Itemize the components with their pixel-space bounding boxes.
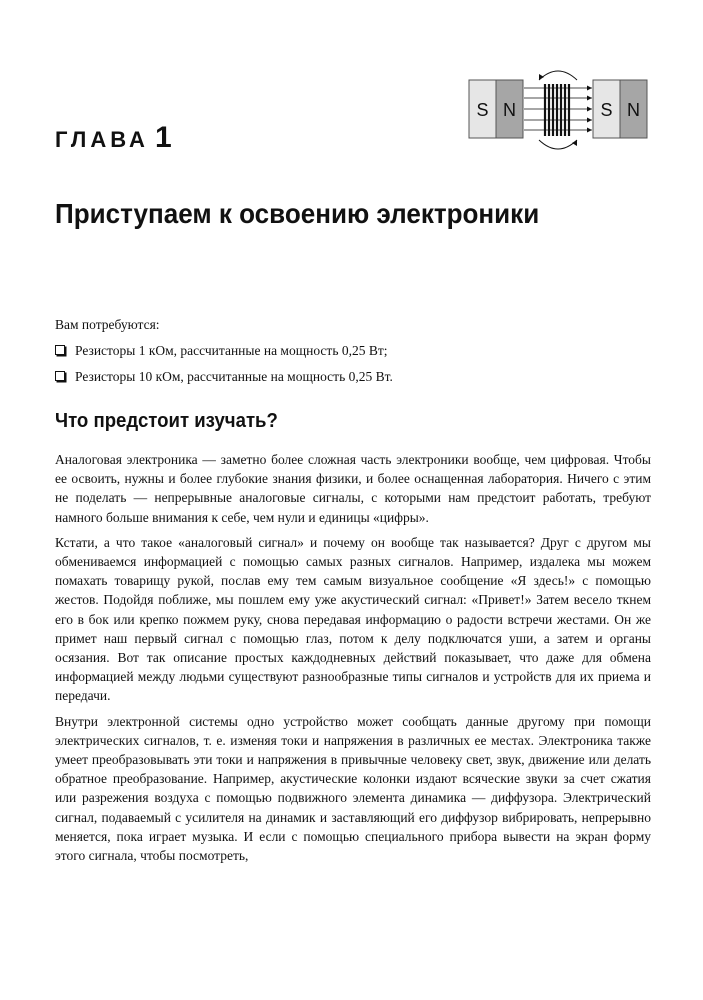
body-paragraph: Внутри электронной системы одно устройство может сообщать данные другому при помощи электрических сигналов, т. е. изменяя токи и напряжения в различных ее местах. Электроника также умеет преобразовывать эти токи и напряжения в привычные человеку свет, звук, движение или делать обратное преобразование. Например, акустические колонки издают всяческие звуки за счет сжатия или разрежения воздуха с помощью подвижного элемента динамика — диффузора. Электрический сигнал, подаваемый с усилителя на динамик и заставляющий его диффузор вибрировать, непрерывно меняется, пока играет музыка. И если с помощью специального прибора вывести на экран форму этого сигнала, чтобы посмотреть, <box>55 713 651 864</box>
requirements-list <box>55 342 655 386</box>
right-magnet-n-label: N <box>627 100 640 120</box>
requirements-intro: Вам потребуются: <box>55 317 160 332</box>
requirement-item <box>55 368 655 386</box>
body-paragraph: Кстати, а что такое «аналоговый сигнал» и почему он вообще так называется? Друг с другом мы обмениваемся информацией с помощью самых разных сигналов. Например, издалека мы можем помахать товарищу рукой, послав ему тем самым визуальное сообщение «Я здесь!» с помощью жестов. Подойдя поближе, мы пошлем ему уже акустический сигнал: «Привет!» Затем весело ткнем его в бок или крепко пожмем руку, снова передавая информацию о радости встречи жестами. Он же примет наш первый сигнал с помощью глаз, потом к делу подключатся уши, а затем и органы осязания. Вот так описание простых каждодневных действий показывает, что даже для обмена информацией между людьми существуют разнообразные типы сигналов и устройств для их приема и передачи. <box>55 534 651 704</box>
bottom-arc-arrow <box>572 140 577 146</box>
magnet-coil-figure <box>466 66 651 154</box>
left-magnet-n-label: N <box>503 100 516 120</box>
coil <box>545 84 569 136</box>
chapter-word: ГЛАВА <box>55 127 149 152</box>
requirement-text: Резисторы 1 кОм, рассчитанные на мощность 0,25 Вт; <box>75 343 388 358</box>
chapter-title: Приступаем к освоению электроники <box>55 198 540 229</box>
checkbox-bullet-icon <box>55 371 65 381</box>
requirements <box>55 316 655 394</box>
bottom-arc <box>539 140 577 149</box>
checkbox-bullet-icon <box>55 345 65 355</box>
left-magnet-s-label: S <box>476 100 489 120</box>
body-paragraph: Аналоговая электроника — заметно более сложная часть электроники вообще, чем цифровая. Чтобы ее освоить, нужны и более глубокие знания физики, и более оснащенная лаборатория. Ничего с этим не поделать — непрерывные аналоговые сигналы, с которыми нам предстоит работать, требуют намного больше внимания к себе, чем нули и единицы «цифры». <box>55 452 651 525</box>
chapter-number: 1 <box>154 121 172 154</box>
requirement-item <box>55 342 655 360</box>
top-arc <box>539 71 577 80</box>
section-body <box>55 450 651 871</box>
top-arc-arrow <box>539 74 544 80</box>
field-arrowheads <box>587 86 592 133</box>
requirement-text: Резисторы 10 кОм, рассчитанные на мощность 0,25 Вт. <box>75 369 393 384</box>
right-magnet-s-label: S <box>600 100 613 120</box>
chapter-label <box>55 121 172 155</box>
section-heading: Что предстоит изучать? <box>55 410 278 432</box>
